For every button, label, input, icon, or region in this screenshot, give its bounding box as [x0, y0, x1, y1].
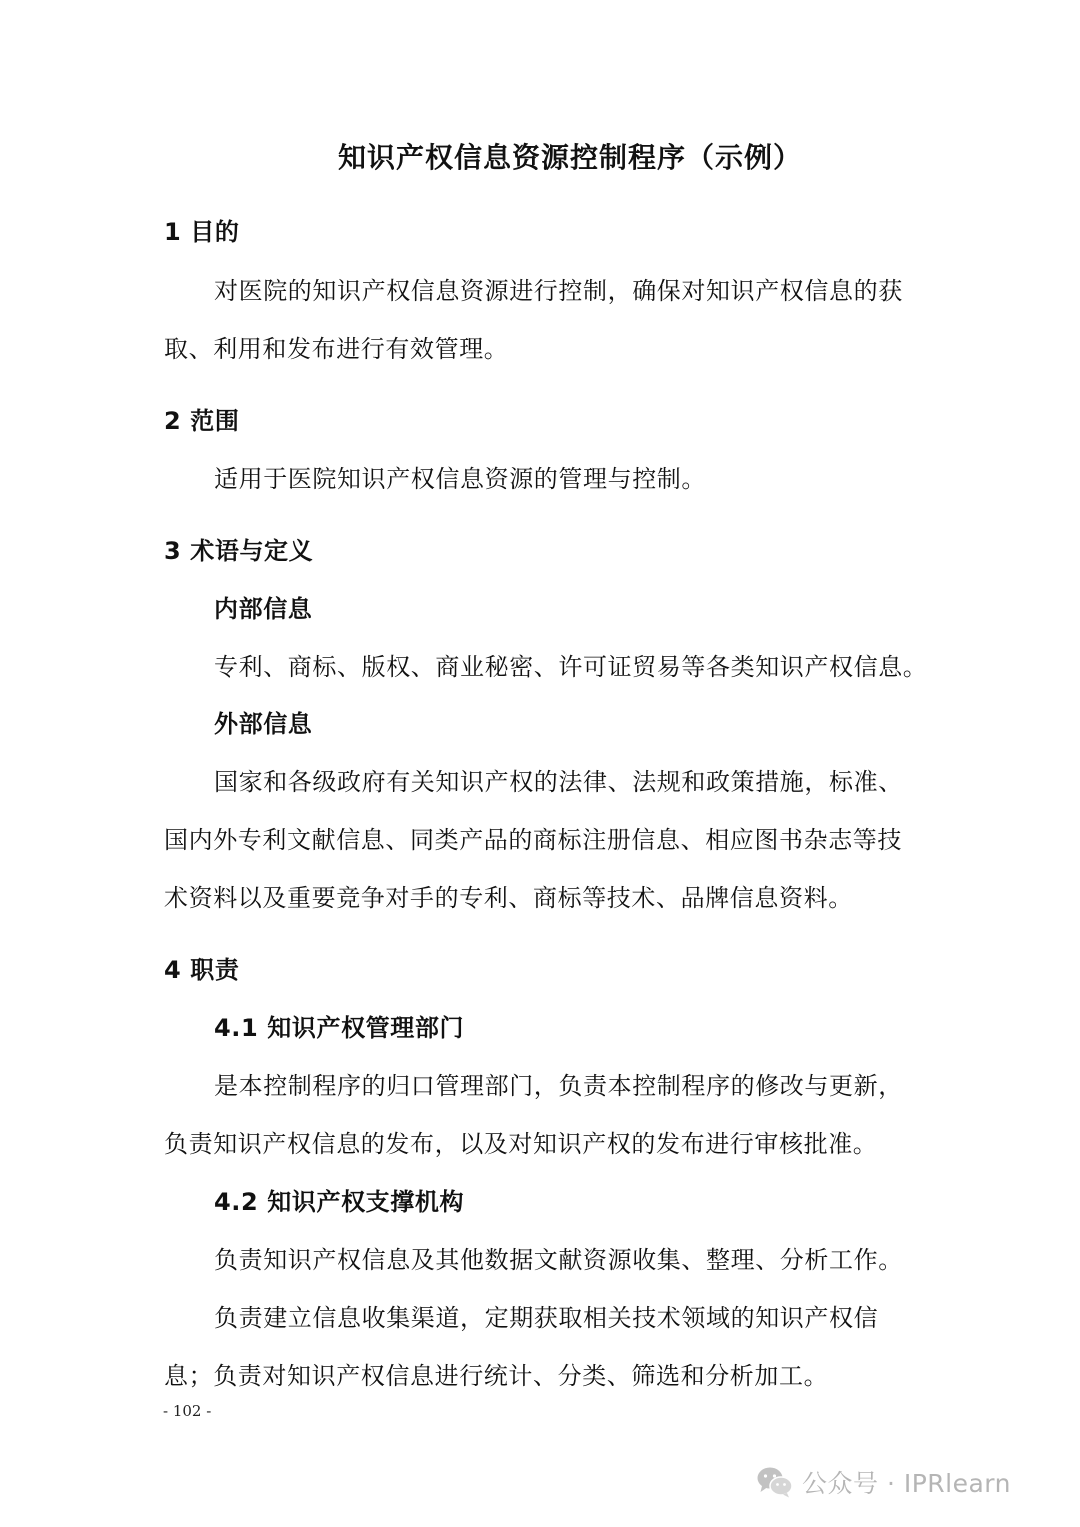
watermark [756, 1460, 1011, 1504]
term-external-line-3: 术资料以及重要竞争对手的专利、商标等技术、品牌信息资料。 [164, 884, 853, 912]
duties-4-1-line-1: 是本控制程序的归口管理部门，负责本控制程序的修改与更新， [214, 1072, 903, 1100]
term-external-info: 外部信息 [214, 710, 313, 738]
scope-text-line-1: 适用于医院知识产权信息资源的管理与控制。 [214, 465, 706, 493]
term-external-line-1: 国家和各级政府有关知识产权的法律、法规和政策措施，标准、 [214, 768, 903, 796]
purpose-text-line-1: 对医院的知识产权信息资源进行控制，确保对知识产权信息的获 [214, 277, 903, 305]
term-external-line-2: 国内外专利文献信息、同类产品的商标注册信息、相应图书杂志等技 [164, 826, 902, 854]
duties-4-1-line-2: 负责知识产权信息的发布，以及对知识产权的发布进行审核批准。 [164, 1130, 878, 1158]
duties-4-2-line-2: 负责建立信息收集渠道，定期获取相关技术领域的知识产权信 [214, 1304, 879, 1332]
wechat-icon [756, 1465, 794, 1499]
duties-4-2-line-1: 负责知识产权信息及其他数据文献资源收集、整理、分析工作。 [214, 1246, 903, 1274]
document-title: 知识产权信息资源控制程序（示例） [338, 141, 803, 174]
subsection-heading-4-1: 4.1 知识产权管理部门 [214, 1014, 465, 1042]
purpose-text-line-2: 取、利用和发布进行有效管理。 [164, 335, 509, 363]
section-heading-terms: 3 术语与定义 [164, 537, 314, 565]
term-internal-info: 内部信息 [214, 595, 313, 623]
watermark-text: 公众号 · IPRlearn [802, 1469, 1011, 1498]
term-internal-definition: 专利、商标、版权、商业秘密、许可证贸易等各类知识产权信息。 [214, 653, 928, 681]
section-heading-duties: 4 职责 [164, 956, 240, 984]
section-heading-purpose: 1 目的 [164, 218, 240, 246]
page-number: - 102 - [163, 1402, 212, 1420]
section-heading-scope: 2 范围 [164, 407, 240, 435]
subsection-heading-4-2: 4.2 知识产权支撑机构 [214, 1188, 465, 1216]
duties-4-2-line-3: 息；负责对知识产权信息进行统计、分类、筛选和分析加工。 [164, 1362, 829, 1390]
